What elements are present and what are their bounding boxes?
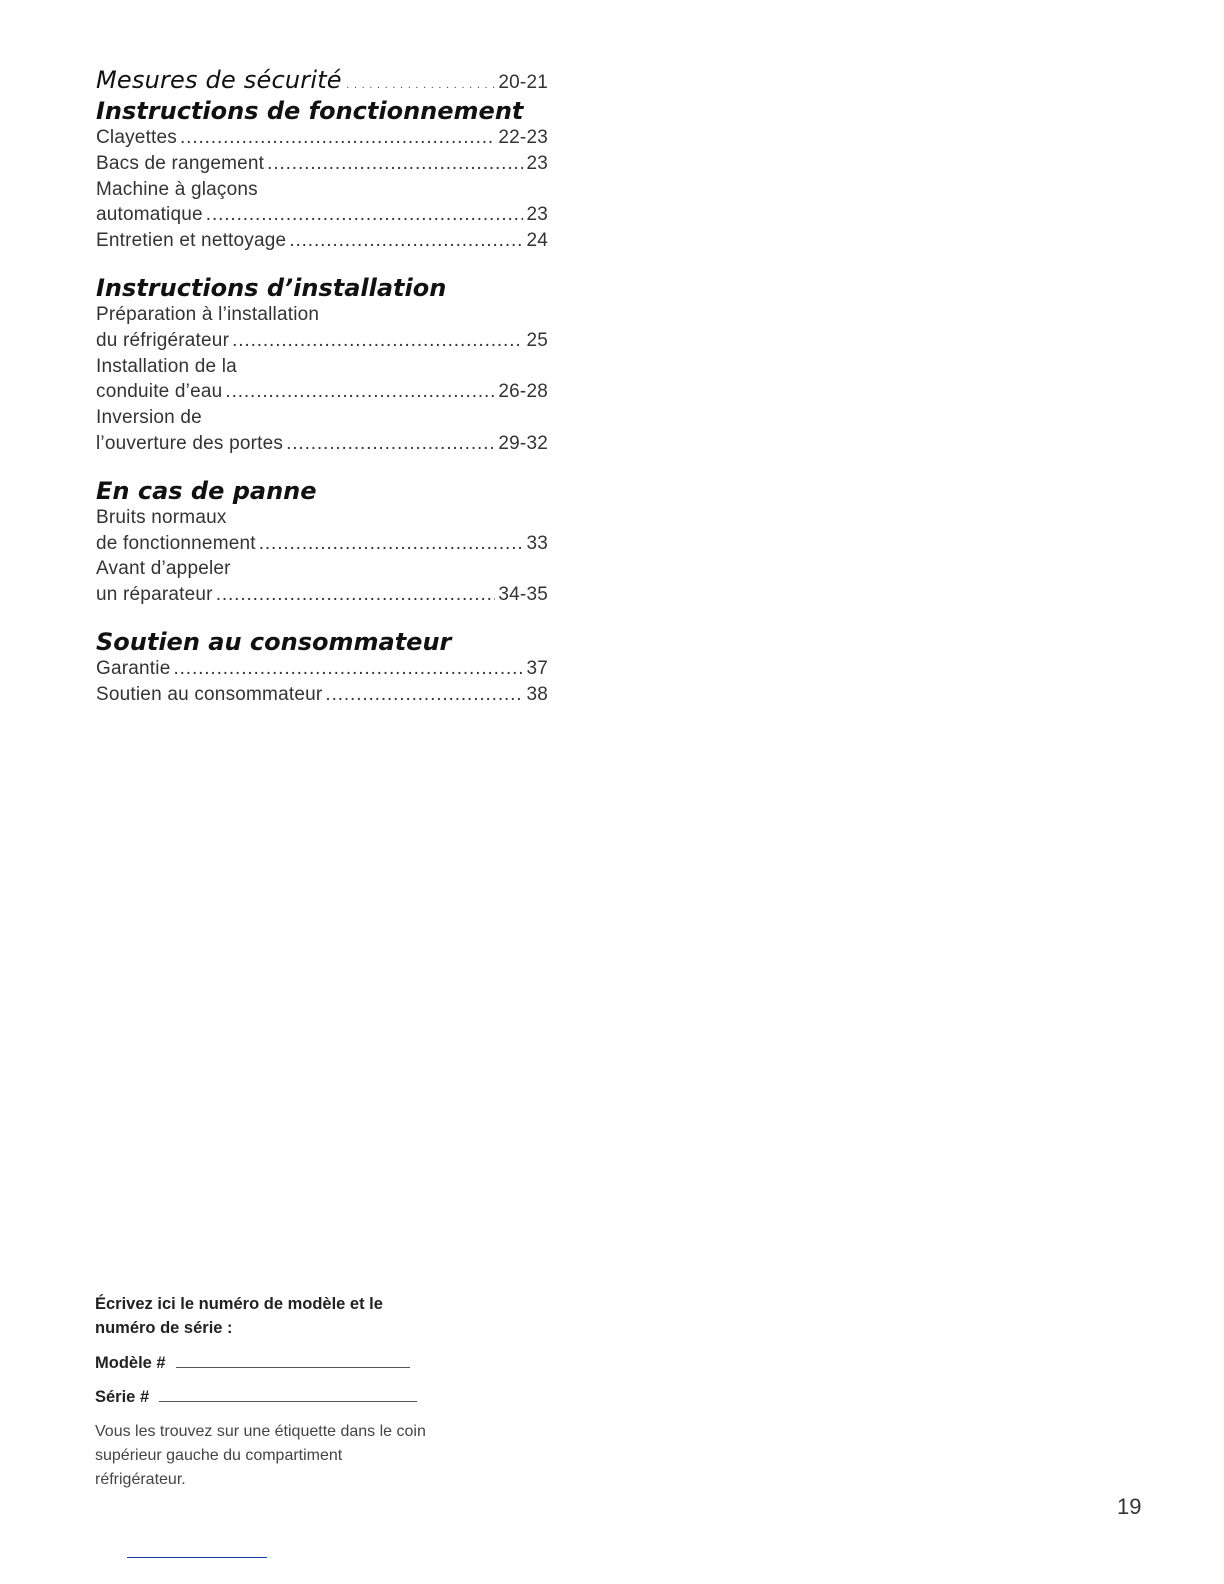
table-of-contents	[96, 66, 548, 708]
toc-entry-line1	[96, 302, 548, 328]
toc-entry-page: 38	[526, 683, 548, 705]
record-note: Vous les trouvez sur une étiquette dans le coin supérieur gauche du compartiment réfrigérateur.	[95, 1423, 426, 1488]
toc-section-installation	[96, 274, 548, 457]
toc-entry-safety	[96, 66, 548, 97]
toc-entry-label: du réfrigérateur	[96, 329, 230, 351]
toc-entry-line1	[96, 505, 548, 531]
model-fill-line	[176, 1353, 410, 1368]
model-number-field	[95, 1352, 435, 1374]
dot-leader	[180, 125, 495, 151]
toc-entry-label-line1: Inversion de	[96, 407, 202, 429]
toc-entry-page: 29-32	[498, 432, 548, 454]
model-serial-record-box	[95, 1292, 435, 1492]
toc-entry	[96, 202, 548, 228]
toc-entry-page: 23	[526, 204, 548, 226]
model-label: Modèle #	[95, 1354, 166, 1372]
toc-entry-label: conduite d’eau	[96, 381, 223, 403]
toc-entry	[96, 531, 548, 557]
toc-entry-line1	[96, 556, 548, 582]
toc-entry-page: 26-28	[498, 381, 548, 403]
toc-entry-page: 37	[526, 657, 548, 679]
dot-leader	[173, 656, 523, 682]
dot-leader	[259, 531, 524, 557]
toc-entry-label-line1: Préparation à l’installation	[96, 303, 320, 325]
toc-entry-label: Mesures de sécurité	[96, 66, 342, 94]
toc-entry-line1	[96, 354, 548, 380]
toc-entry	[96, 656, 548, 682]
toc-entry-label: Bacs de rangement	[96, 152, 265, 174]
toc-entry-label: de fonctionnement	[96, 532, 256, 554]
dot-leader	[289, 228, 523, 254]
record-intro: Écrivez ici le numéro de modèle et le numéro de série :	[95, 1295, 383, 1337]
toc-entry-label-line1: Bruits normaux	[96, 506, 227, 528]
toc-entry	[96, 151, 548, 177]
toc-entry	[96, 328, 548, 354]
section-title-operating: Instructions de fonctionnement	[96, 97, 524, 125]
toc-entry-label: l’ouverture des portes	[96, 432, 284, 454]
toc-entry	[96, 228, 548, 254]
toc-entry-label: Soutien au consommateur	[96, 683, 323, 705]
toc-entry-page: 33	[526, 532, 548, 554]
section-title-troubleshooting: En cas de panne	[96, 476, 317, 505]
toc-entry	[96, 682, 548, 708]
toc-entry-line1	[96, 177, 548, 203]
toc-entry-label-line1: Machine à glaçons	[96, 178, 258, 200]
toc-entry-label: Clayettes	[96, 127, 178, 148]
footer-rule	[127, 1557, 267, 1558]
toc-entry-label-line1: Avant d’appeler	[96, 558, 231, 580]
toc-entry-line1	[96, 405, 548, 431]
dot-leader	[206, 202, 524, 228]
toc-entry	[96, 431, 548, 457]
toc-entry	[96, 125, 548, 151]
toc-entry-page: 23	[526, 152, 548, 174]
dot-leader	[232, 328, 523, 354]
toc-section-support	[96, 628, 548, 708]
toc-entry-page: 20-21	[498, 72, 548, 93]
dot-leader	[216, 582, 496, 608]
serial-label: Série #	[95, 1388, 150, 1406]
toc-entry-page: 22-23	[498, 127, 548, 148]
toc-entry	[96, 379, 548, 405]
toc-section-troubleshooting	[96, 477, 548, 608]
dot-leader	[225, 379, 495, 405]
toc-entry-label: Garantie	[96, 657, 171, 679]
toc-entry	[96, 582, 548, 608]
toc-entry-page: 24	[526, 230, 548, 252]
dot-leader	[345, 68, 496, 96]
toc-section-operating	[96, 66, 548, 254]
serial-number-field	[95, 1386, 435, 1408]
dot-leader	[325, 682, 523, 708]
serial-fill-line	[159, 1387, 417, 1402]
section-title-installation: Instructions d’installation	[96, 273, 447, 302]
dot-leader	[267, 151, 523, 177]
toc-entry-label: Entretien et nettoyage	[96, 230, 287, 252]
page-number: 19	[1117, 1494, 1142, 1519]
toc-entry-page: 34-35	[498, 584, 548, 606]
dot-leader	[286, 431, 495, 457]
toc-entry-label-line1: Installation de la	[96, 355, 237, 377]
toc-entry-page: 25	[526, 329, 548, 351]
toc-entry-label: un réparateur	[96, 584, 213, 606]
section-title-support: Soutien au consommateur	[96, 627, 452, 656]
toc-entry-label: automatique	[96, 204, 203, 226]
